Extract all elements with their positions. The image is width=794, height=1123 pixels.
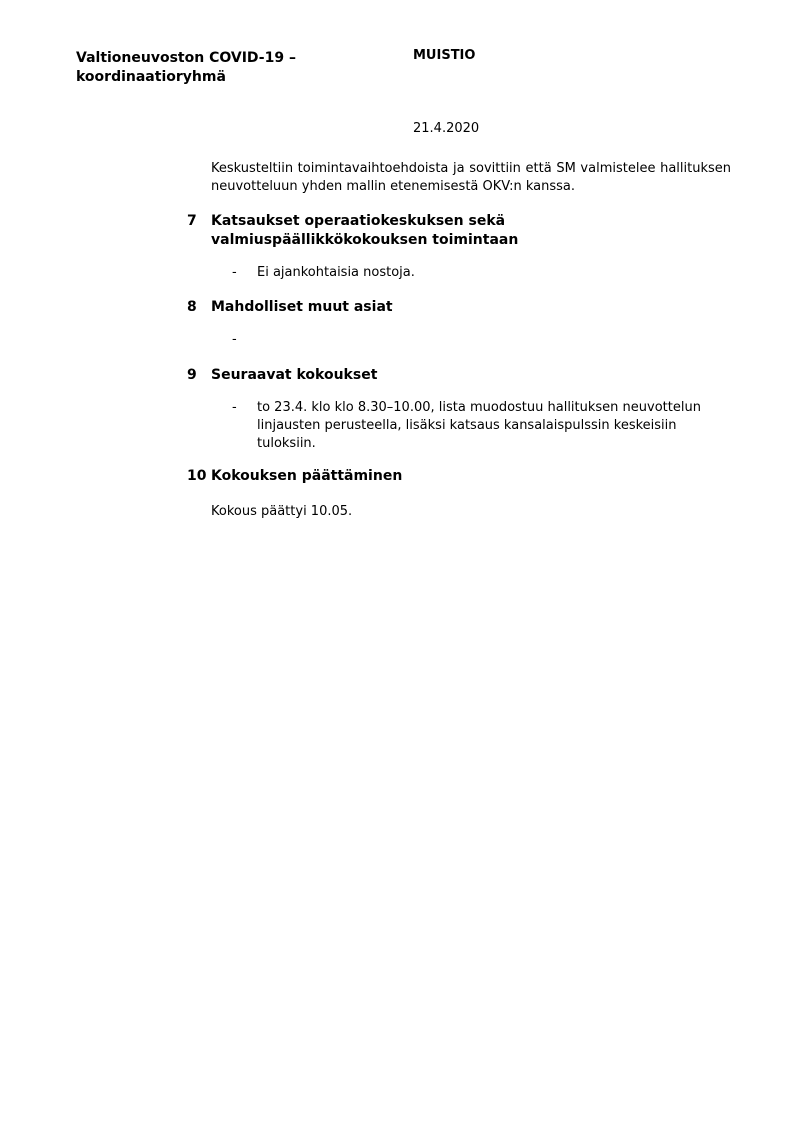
section-title: Katsaukset operaatiokeskuksen sekä valmiuspäällikkökokouksen toimintaan <box>211 213 519 248</box>
section-title: Seuraavat kokoukset <box>211 367 378 383</box>
intro-paragraph: Keskusteltiin toimintavaihtoehdoista ja sovittiin että SM valmistelee hallituksen neuvotteluun yhden mallin etenemisestä OKV:n kanssa. <box>211 161 731 194</box>
section-number: 7 <box>187 213 197 229</box>
section-number: 8 <box>187 299 197 315</box>
bullet-dash: - <box>232 265 237 280</box>
bullet-dash: - <box>232 400 237 415</box>
bullet-dash: - <box>232 332 237 347</box>
section-number: 9 <box>187 367 197 383</box>
document-type: MUISTIO <box>413 48 476 63</box>
organization-name-line2: koordinaatioryhmä <box>76 69 226 85</box>
document-date: 21.4.2020 <box>413 121 480 136</box>
bullet-text: Ei ajankohtaisia nostoja. <box>257 265 415 280</box>
section-10-paragraph: Kokous päättyi 10.05. <box>211 504 353 519</box>
section-number: 10 <box>187 468 207 484</box>
organization-name-line1: Valtioneuvoston COVID-19 – <box>76 50 296 66</box>
organization-name <box>76 49 376 87</box>
section-title: Mahdolliset muut asiat <box>211 299 393 315</box>
section-title: Kokouksen päättäminen <box>211 468 403 484</box>
bullet-text: to 23.4. klo klo 8.30–10.00, lista muodostuu hallituksen neuvottelun linjausten perusteella, lisäksi katsaus kansalaispulssin keskeisiin tuloksiin. <box>257 400 701 451</box>
